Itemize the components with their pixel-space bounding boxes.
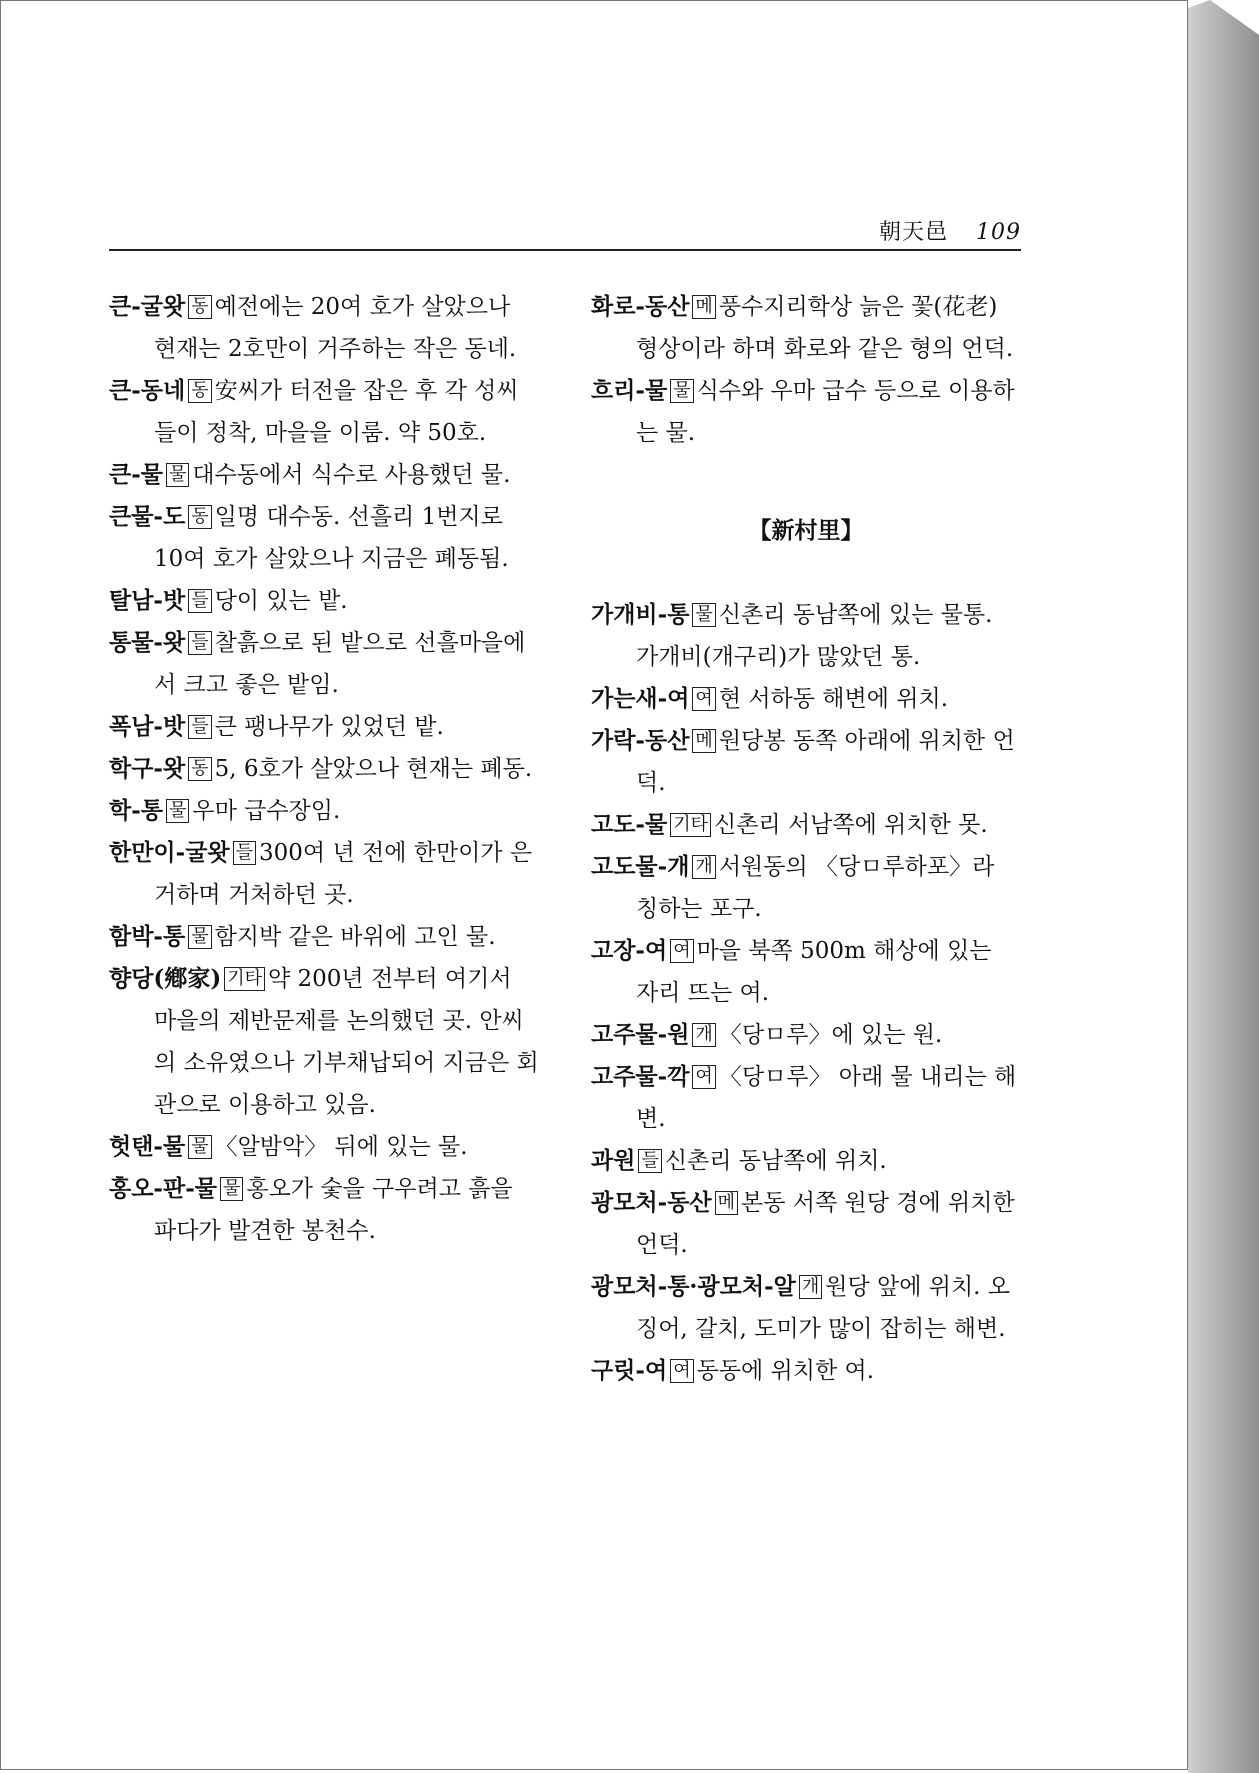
category-tag: 기타 xyxy=(224,967,265,991)
right-entries-top xyxy=(591,286,1021,454)
entry-term: 통물-왓 xyxy=(109,629,186,656)
category-tag: 들 xyxy=(188,715,211,739)
category-tag: 개 xyxy=(799,1275,822,1299)
entry-text: 원당봉 동쪽 아래에 위치한 언덕. xyxy=(636,728,1015,796)
entry-text: 우마 급수장임. xyxy=(192,798,341,824)
dictionary-entry xyxy=(591,1182,1021,1266)
entry-text: 함지박 같은 바위에 고인 물. xyxy=(214,924,496,950)
category-tag: 들 xyxy=(233,841,256,865)
entry-term: 고장-여 xyxy=(591,937,668,964)
dictionary-entry xyxy=(109,580,539,622)
category-tag: 물 xyxy=(670,379,693,403)
dictionary-entry xyxy=(591,930,1021,1014)
category-tag: 물 xyxy=(188,1135,211,1159)
entry-text: 찰흙으로 된 밭으로 선흘마을에서 크고 좋은 밭임. xyxy=(154,630,526,698)
entry-term: 큰물-도 xyxy=(109,503,186,530)
entry-text: 일명 대수동. 선흘리 1번지로 10여 호가 살았으나 지금은 폐동됨. xyxy=(154,504,509,572)
entry-text: 대수동에서 식수로 사용했던 물. xyxy=(192,462,511,488)
entry-term: 학구-왓 xyxy=(109,755,186,782)
entry-term: 고도-물 xyxy=(591,811,668,838)
entry-term: 고주물-원 xyxy=(591,1021,690,1048)
category-tag: 메 xyxy=(692,295,715,319)
entry-text: 신촌리 동남쪽에 위치. xyxy=(664,1148,887,1174)
category-tag: 개 xyxy=(692,1023,715,1047)
entry-term: 큰-물 xyxy=(109,461,163,488)
entry-text: 홍오가 숯을 구우려고 흙을 파다가 발견한 봉천수. xyxy=(154,1176,513,1244)
entry-text: 〈알밤악〉 뒤에 있는 물. xyxy=(214,1134,468,1160)
entry-text: 풍수지리학상 늙은 꽃(花老) 형상이라 하며 화로와 같은 형의 언덕. xyxy=(636,294,1014,362)
category-tag: 기타 xyxy=(670,813,711,837)
category-tag: 물 xyxy=(166,799,189,823)
entry-text: 安씨가 터전을 잡은 후 각 성씨들이 정착, 마을을 이룸. 약 50호. xyxy=(154,378,519,446)
dictionary-entry xyxy=(109,286,539,370)
entry-term: 광모처-통·광모처-알 xyxy=(591,1273,796,1300)
entry-term: 광모처-동산 xyxy=(591,1189,712,1216)
dictionary-entry xyxy=(591,1266,1021,1350)
entry-text: 300여 년 전에 한만이가 은거하며 거처하던 곳. xyxy=(154,840,533,908)
entry-text: 〈당ㅁ루〉 아래 물 내리는 해변. xyxy=(636,1064,1017,1132)
entry-text: 5, 6호가 살았으나 현재는 폐동. xyxy=(214,756,533,782)
category-tag: 들 xyxy=(638,1149,661,1173)
category-tag: 물 xyxy=(220,1177,243,1201)
category-tag: 여 xyxy=(692,687,715,711)
entry-text: 예전에는 20여 호가 살았으나 현재는 2호만이 거주하는 작은 동네. xyxy=(154,294,517,362)
category-tag: 여 xyxy=(670,939,693,963)
running-title: 朝天邑 xyxy=(878,220,948,245)
category-tag: 여 xyxy=(692,1065,715,1089)
entry-text: 원당 앞에 위치. 오징어, 갈치, 도미가 많이 잡히는 해변. xyxy=(636,1274,1011,1342)
entry-text: 서원동의 〈당ㅁ루하포〉라 칭하는 포구. xyxy=(636,854,995,922)
entry-text: 당이 있는 밭. xyxy=(214,588,348,614)
dictionary-entry xyxy=(109,832,539,916)
entry-term: 가락-동산 xyxy=(591,727,690,754)
category-tag: 동 xyxy=(188,379,211,403)
book-edge xyxy=(1188,0,1259,1773)
dictionary-entry xyxy=(591,846,1021,930)
entry-term: 과원 xyxy=(591,1147,636,1174)
dictionary-entry xyxy=(109,916,539,958)
entry-term: 흐리-물 xyxy=(591,377,668,404)
entry-text: 신촌리 동남쪽에 있는 물통. 가개비(개구리)가 많았던 통. xyxy=(636,602,993,670)
dictionary-entry xyxy=(109,790,539,832)
running-header xyxy=(879,215,1021,246)
left-column xyxy=(109,286,539,1252)
dictionary-entry xyxy=(109,958,539,1126)
entry-term: 홍오-판-물 xyxy=(109,1175,217,1202)
dictionary-entry xyxy=(109,370,539,454)
category-tag: 메 xyxy=(715,1191,738,1215)
dictionary-entry xyxy=(109,496,539,580)
entry-term: 한만이-굴왓 xyxy=(109,839,230,866)
category-tag: 물 xyxy=(166,463,189,487)
entry-term: 큰-굴왓 xyxy=(109,293,186,320)
category-tag: 동 xyxy=(188,505,211,529)
entry-text: 〈당ㅁ루〉에 있는 원. xyxy=(718,1022,943,1048)
entry-term: 구릿-여 xyxy=(591,1357,668,1384)
dictionary-entry xyxy=(591,678,1021,720)
entry-term: 큰-동네 xyxy=(109,377,186,404)
entry-text: 마을 북쪽 500m 해상에 있는 자리 뜨는 여. xyxy=(636,938,992,1006)
right-entries-bottom xyxy=(591,594,1021,1392)
dictionary-entry xyxy=(591,1140,1021,1182)
entry-text: 본동 서쪽 원당 경에 위치한 언덕. xyxy=(636,1190,1015,1258)
category-tag: 물 xyxy=(188,925,211,949)
entry-text: 동동에 위치한 여. xyxy=(696,1358,875,1384)
entry-term: 함박-통 xyxy=(109,923,186,950)
entry-term: 화로-동산 xyxy=(591,293,690,320)
category-tag: 동 xyxy=(188,757,211,781)
right-column xyxy=(591,286,1021,1392)
page-number: 109 xyxy=(976,220,1021,245)
dictionary-entry xyxy=(591,720,1021,804)
entry-text: 식수와 우마 급수 등으로 이용하는 물. xyxy=(636,378,1015,446)
category-tag: 들 xyxy=(188,589,211,613)
dictionary-entry xyxy=(109,706,539,748)
dictionary-entry xyxy=(109,1126,539,1168)
entry-text: 큰 팽나무가 있었던 밭. xyxy=(214,714,444,740)
dictionary-entry xyxy=(591,286,1021,370)
category-tag: 들 xyxy=(188,631,211,655)
dictionary-entry xyxy=(591,804,1021,846)
dictionary-entry xyxy=(109,622,539,706)
entry-text: 현 서하동 해변에 위치. xyxy=(718,686,949,712)
dictionary-entry xyxy=(591,1056,1021,1140)
entry-term: 고도물-개 xyxy=(591,853,690,880)
section-title: 【新村里】 xyxy=(748,517,864,544)
entry-term: 가개비-통 xyxy=(591,601,690,628)
entry-term: 학-통 xyxy=(109,797,163,824)
dictionary-entry xyxy=(109,454,539,496)
entry-term: 폭남-밧 xyxy=(109,713,186,740)
entry-text: 신촌리 서남쪽에 위치한 못. xyxy=(713,812,988,838)
page-header xyxy=(109,215,1021,251)
entry-term: 가는새-여 xyxy=(591,685,690,712)
category-tag: 물 xyxy=(692,603,715,627)
entry-text: 약 200년 전부터 여기서 마을의 제반문제를 논의했던 곳. 안씨의 소유였으나 기부채납되어 지금은 회관으로 이용하고 있음. xyxy=(154,966,539,1118)
category-tag: 여 xyxy=(670,1359,693,1383)
entry-term: 고주물-깍 xyxy=(591,1063,690,1090)
dictionary-entry xyxy=(109,1168,539,1252)
dictionary-entry xyxy=(591,1350,1021,1392)
dictionary-entry xyxy=(591,370,1021,454)
entry-term: 향당(鄕家) xyxy=(109,965,222,992)
dictionary-entry xyxy=(591,594,1021,678)
dictionary-entry xyxy=(591,1014,1021,1056)
dictionary-entry xyxy=(109,748,539,790)
category-tag: 동 xyxy=(188,295,211,319)
entry-term: 헛탠-물 xyxy=(109,1133,186,1160)
category-tag: 메 xyxy=(692,729,715,753)
category-tag: 개 xyxy=(692,855,715,879)
entry-term: 탈남-밧 xyxy=(109,587,186,614)
